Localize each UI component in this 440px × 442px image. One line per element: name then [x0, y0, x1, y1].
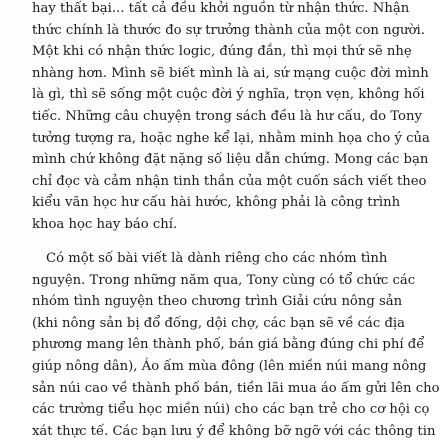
text-line: nhóm tình nguyện theo chương trình Giải cứu nông sản [32, 294, 403, 310]
text-line: chỉ đọc và cảm nhận tinh thần của một cuốn sách viết theo [32, 173, 427, 189]
text-line: nhàng hơn. Mình sẽ biết mình là ai, sứ mạng cuộc đời mình [32, 65, 429, 81]
text-line: nguyện. Trong những năm qua, Tony cùng có tổ chức các [32, 272, 416, 288]
text-line: hay thất bại... tất cả đều khởi nguồn từ nhận thức. Nhận [32, 1, 410, 16]
paragraph-2 [32, 248, 440, 439]
text-line: tiếc. Những câu chuyện trong sách đều là hư cấu, do Tony [32, 108, 422, 124]
text-line: giúp nông dân), Áo ấm mùa đông (lên miền núi mang nông [32, 358, 427, 374]
paragraph-1 [32, 0, 430, 236]
text-line: mình chứ không đặt nặng số liệu dẫn chứng. Mong các bạn [32, 152, 429, 168]
text-line: tưởng tượng ra, hoặc nghe kể lại, nhằm minh họa cho ý của [32, 130, 430, 146]
text-line: khoa học hay báo chí. [32, 216, 178, 232]
text-line: xát thực tế. Các bạn lưu ý để không bỡ ngỡ với các thông tin [32, 423, 436, 439]
text-line: là gì, thì sẽ sống một cuộc đời ý nghĩa, trọn vẹn, không hối [32, 87, 425, 103]
text-line: thức chính là thước đo sự trưởng thành của một con người. [32, 22, 425, 38]
text-line: (khi nông sản bị đổ đống, dội chợ, các bạn sẽ về các địa [32, 315, 405, 331]
text-line: sản núi cao về thành phố bán, tiền lãi mua áo ấm gửi lên cho [32, 380, 440, 396]
text-line: phương mang lên thành phố, bán giá bằng đúng chi phí để [32, 337, 425, 353]
text-line: các trường tiểu học miền núi) cho các bạn trẻ cho cơ hội cọ [32, 402, 430, 418]
text-line: Một khi có nhận thức logic, đúng đắn, thì mọi thứ sẽ nhẹ [32, 44, 412, 60]
text-line: Có một số bài viết là dành riêng cho các nhóm tình [46, 251, 388, 266]
text-line: kiểu văn học hư cấu hài hước, không phải là công trình [32, 195, 401, 211]
